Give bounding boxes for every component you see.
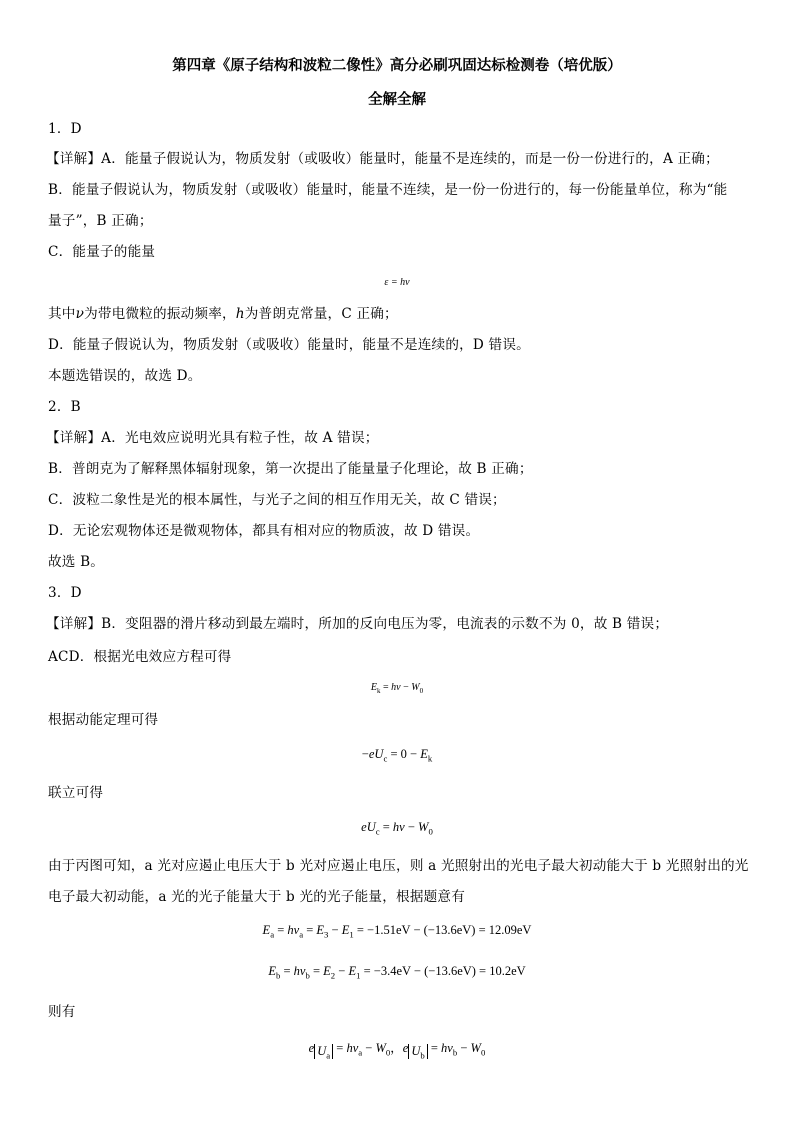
q3-text-kinetic: 根据动能定理可得 (48, 712, 159, 728)
document-title: 第四章《原子结构和波粒二像性》高分必刷巩固达标检测卷（培优版） (172, 57, 622, 74)
document-subtitle: 全解全解 (368, 91, 426, 108)
q3-answer: 3．D (48, 585, 82, 601)
q3-text-combine: 联立可得 (48, 785, 104, 801)
q1-equation: ε = hν (384, 277, 410, 288)
q1-answer: 1．D (48, 121, 82, 137)
q3-acd: ACD．根据光电效应方程可得 (48, 649, 232, 665)
q3-equation-1: $E_k = h\nu - W_0$ (370, 682, 424, 695)
q2-option-d: D．无论宏观物体还是微观物体，都具有相对应的物质波，故 D 错误。 (48, 523, 480, 539)
q1-option-d: D．能量子假说认为，物质发射（或吸收）能量时，能量不是连续的，D 错误。 (48, 337, 530, 353)
q2-detail-a: 【详解】A．光电效应说明光具有粒子性，故 A 错误； (46, 430, 379, 446)
q3-text-then: 则有 (48, 1004, 76, 1020)
q3-equation-2: $-eU_c = 0 - E_k$ (361, 747, 433, 764)
q3-detail-b: 【详解】B．变阻器的滑片移动到最左端时，所加的反向电压为零，电流表的示数不为 0，故 B 错误； (46, 616, 669, 632)
q1-detail-a: 【详解】A．能量子假说认为，物质发射（或吸收）能量时，能量不是连续的，而是一份一份进行的，A 正确； (46, 151, 719, 167)
q1-option-b-line2: 量子”，B 正确； (48, 213, 153, 229)
q2-answer: 2．B (48, 399, 81, 415)
q3-paragraph-line1: 由于丙图可知，a 光对应遏止电压大于 b 光对应遏止电压，则 a 光照射出的光电子最大初动能大于 b 光照射出的光 (48, 858, 749, 874)
q2-option-c: C．波粒二象性是光的根本属性，与光子之间的相互作用无关，故 C 错误； (48, 492, 506, 508)
q1-variables: 其中ν为带电微粒的振动频率，h为普朗克常量，C 正确； (48, 306, 398, 322)
q1-option-b-line1: B．能量子假说认为，物质发射（或吸收）能量时，能量不连续，是一份一份进行的，每一份能量单位，称为“能 (48, 182, 728, 198)
q3-equation-6: e $U_a = h\nu_a - W_0$，e $U_b = h\nu_b - W_0$ (308, 1041, 486, 1061)
q1-option-c: C．能量子的能量 (48, 244, 156, 260)
q2-option-b: B．普朗克为了解释黑体辐射现象，第一次提出了能量量子化理论，故 B 正确； (48, 461, 533, 477)
q1-conclusion: 本题选错误的，故选 D。 (48, 368, 202, 384)
q3-equation-5: $E_b = h\nu_b = E_2 - E_1 = -3.4eV - (-13.6eV) = 10.2eV$ (268, 964, 526, 981)
q2-conclusion: 故选 B。 (48, 554, 105, 570)
q3-equation-4: $E_a = h\nu_a = E_3 - E_1 = -1.51eV - (-13.6eV) = 12.09eV$ (262, 923, 532, 940)
q3-paragraph-line2: 电子最大初动能，a 光的光子能量大于 b 光的光子能量，根据题意有 (48, 889, 465, 905)
q3-equation-3: $eU_c = h\nu - W_0$ (361, 820, 433, 837)
